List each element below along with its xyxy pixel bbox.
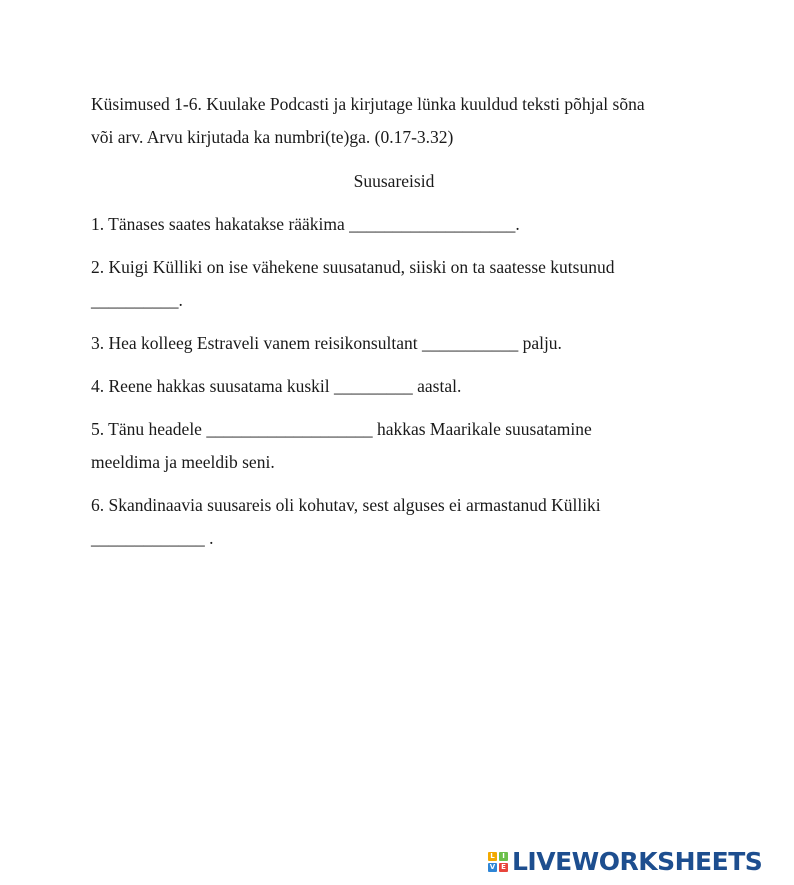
logo-tile-e: E bbox=[499, 863, 508, 872]
instructions-line-2: või arv. Arvu kirjutada ka numbri(te)ga. (0.17-3.32) bbox=[91, 127, 454, 147]
question-2-line-1: 2. Kuigi Külliki on ise vähekene suusatanud, siiski on ta saatesse kutsunud bbox=[91, 257, 615, 277]
question-5-line-2: meeldima ja meeldib seni. bbox=[91, 452, 275, 472]
question-4: 4. Reene hakkas suusatama kuskil _________ aastal. bbox=[91, 376, 462, 396]
logo-wordmark: LIVEWORKSHEETS bbox=[512, 847, 763, 876]
logo-tiles-icon bbox=[488, 852, 508, 872]
question-6-line-2: _____________ . bbox=[91, 528, 214, 548]
instructions-line-1: Küsimused 1-6. Kuulake Podcasti ja kirjutage lünka kuuldud teksti põhjal sõna bbox=[91, 94, 645, 114]
question-5-line-1: 5. Tänu headele ___________________ hakkas Maarikale suusatamine bbox=[91, 419, 592, 439]
question-6-line-1: 6. Skandinaavia suusareis oli kohutav, sest alguses ei armastanud Külliki bbox=[91, 495, 601, 515]
logo-tile-v: V bbox=[489, 863, 496, 871]
question-2-line-2: __________. bbox=[91, 290, 183, 310]
liveworksheets-logo[interactable] bbox=[488, 848, 762, 876]
worksheet-title: Suusareisid bbox=[353, 171, 435, 191]
logo-tile-l: L bbox=[488, 852, 497, 861]
question-1: 1. Tänases saates hakatakse rääkima ___________________. bbox=[91, 214, 520, 234]
question-3: 3. Hea kolleeg Estraveli vanem reisikonsultant ___________ palju. bbox=[91, 333, 562, 353]
logo-tile-i: I bbox=[499, 852, 508, 861]
